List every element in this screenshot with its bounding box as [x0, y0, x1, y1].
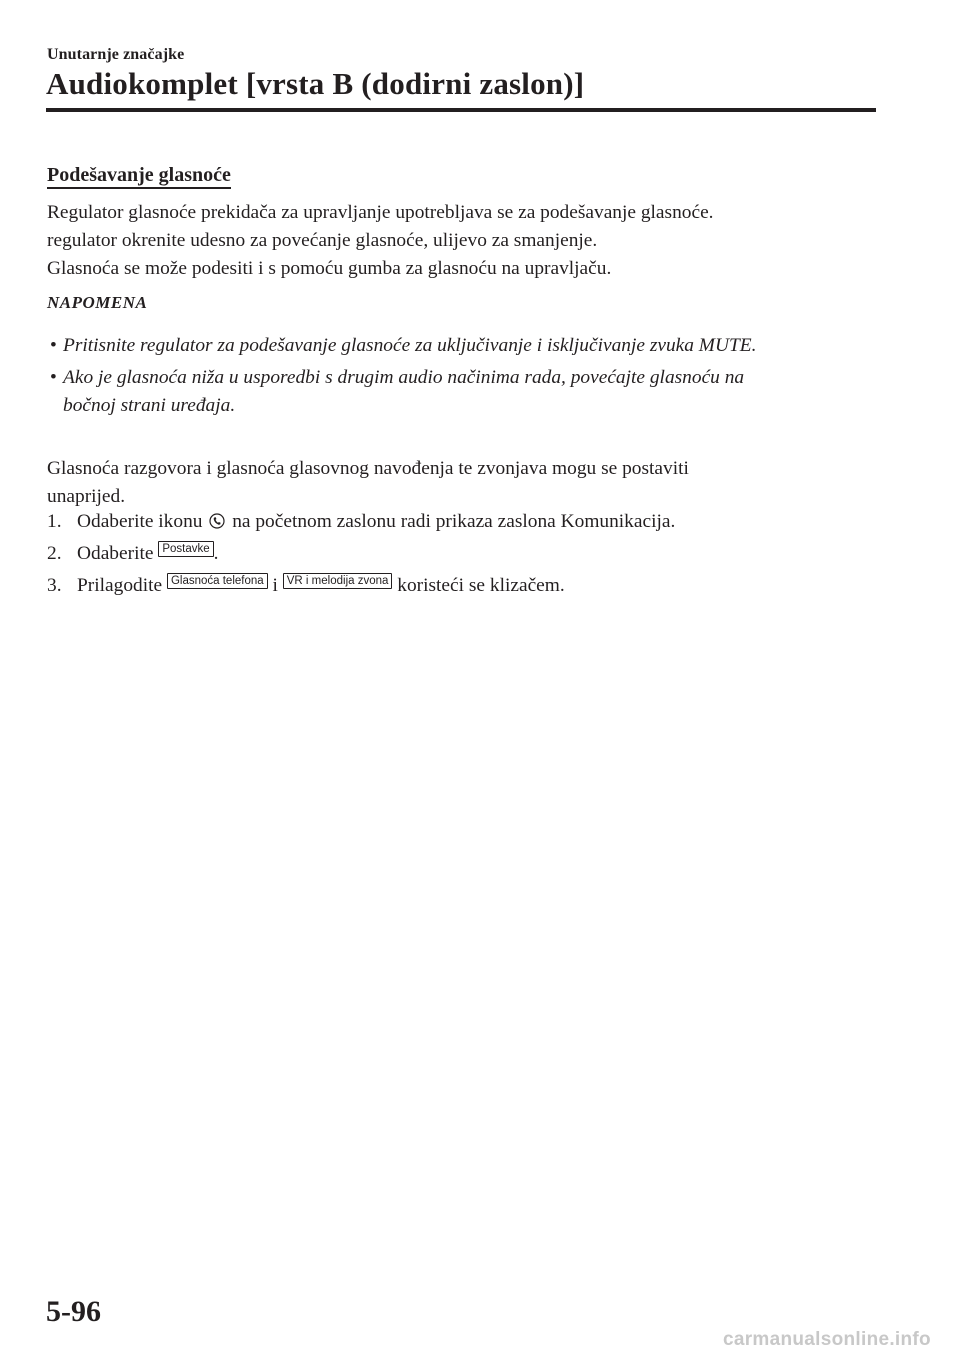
- steps-list: [47, 508, 675, 604]
- watermark: carmanualsonline.info: [723, 1329, 931, 1350]
- phone-communication-icon: [209, 512, 225, 530]
- title-divider: [46, 108, 876, 112]
- paragraph-line: Glasnoća se može podesiti i s pomoću gumba za glasnoću na upravljaču.: [47, 258, 612, 279]
- paragraph-line: Glasnoća razgovora i glasnoća glasovnog navođenja te zvonjava mogu se postaviti: [47, 458, 689, 479]
- bullet-icon: •: [50, 367, 57, 388]
- page-number: 5-96: [46, 1295, 101, 1328]
- note-line: Pritisnite regulator za podešavanje glasnoće za uključivanje i isključivanje zvuka MUTE.: [63, 335, 757, 356]
- step-item: [47, 508, 675, 538]
- step-item: [47, 572, 675, 602]
- postavke-button-label: Postavke: [158, 541, 213, 557]
- phone-volume-button-label: Glasnoća telefona: [167, 573, 268, 589]
- paragraph-line: Regulator glasnoće prekidača za upravljanje upotrebljava se za podešavanje glasnoće.: [47, 202, 714, 223]
- note-line: bočnoj strani uređaja.: [63, 395, 236, 416]
- step-number: 1.: [47, 511, 62, 532]
- volume-paragraph: [47, 199, 714, 283]
- step-number: 2.: [47, 543, 62, 564]
- vr-ringtone-button-label: VR i melodija zvona: [283, 573, 393, 589]
- step-number: 3.: [47, 575, 62, 596]
- step-text: i: [272, 575, 278, 596]
- step-text: na početnom zaslonu radi prikaza zaslona Komunikacija.: [232, 511, 676, 532]
- step-item: [47, 540, 675, 570]
- chapter-title: Audiokomplet [vrsta B (dodirni zaslon)]: [46, 66, 585, 101]
- bullet-icon: •: [50, 335, 57, 356]
- note-item: [47, 364, 877, 420]
- step-text: Prilagodite: [77, 575, 163, 596]
- step-text: .: [213, 543, 219, 564]
- paragraph-line: regulator okrenite udesno za povećanje glasnoće, ulijevo za smanjenje.: [47, 230, 598, 251]
- note-line: Ako je glasnoća niža u usporedbi s drugim audio načinima rada, povećajte glasnoću na: [63, 367, 745, 388]
- section-heading: Podešavanje glasnoće: [47, 163, 231, 189]
- paragraph-line: unaprijed.: [47, 486, 126, 507]
- note-title: NAPOMENA: [47, 293, 148, 312]
- note-item: [47, 332, 877, 360]
- step-text: koristeći se klizačem.: [397, 575, 565, 596]
- section-label: Unutarnje značajke: [47, 46, 185, 63]
- step-text: Odaberite: [77, 543, 154, 564]
- step-text: Odaberite ikonu: [77, 511, 203, 532]
- preset-paragraph: [47, 455, 689, 511]
- note-list: [47, 332, 877, 424]
